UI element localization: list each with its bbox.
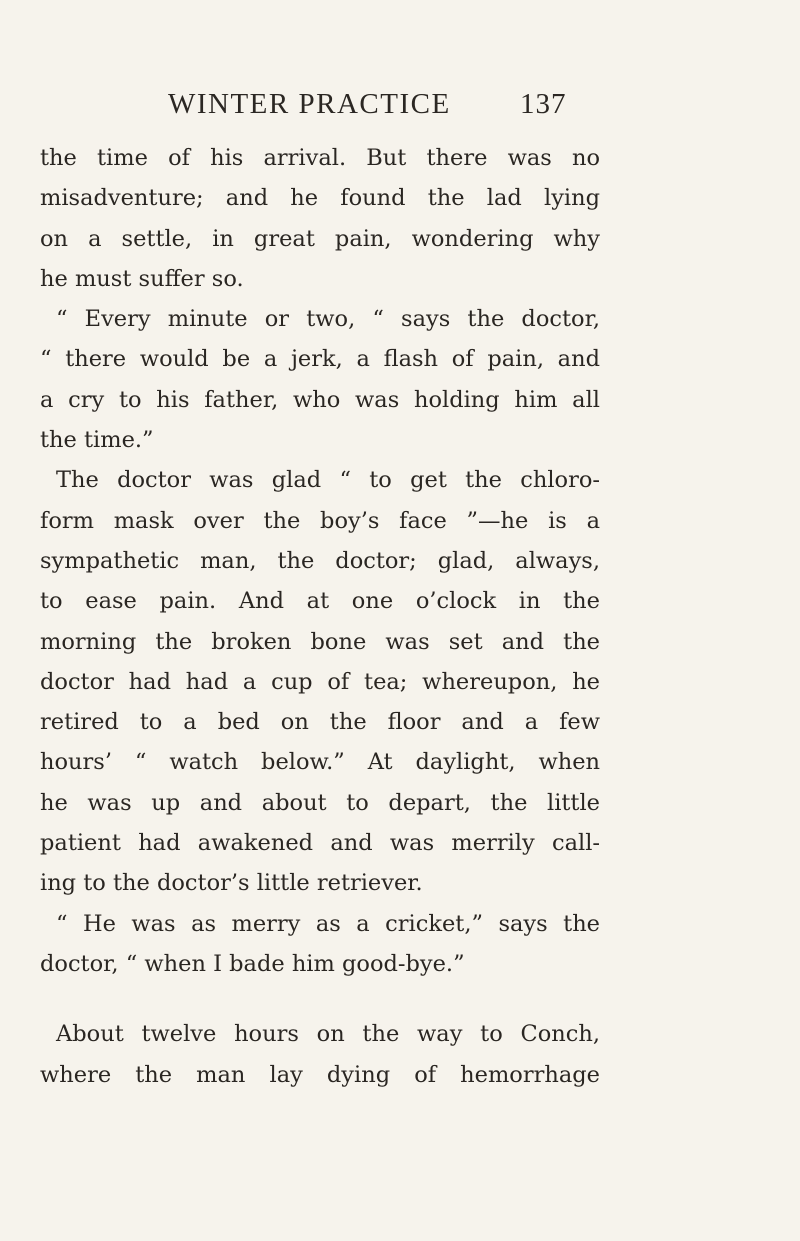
text-line: form mask over the boy’s face ”—he is a bbox=[40, 507, 600, 534]
text-line: hours’ “ watch below.” At daylight, when bbox=[40, 749, 600, 776]
text-line: “ He was as merry as a cricket,” says the bbox=[56, 910, 600, 937]
text-line: “ there would be a jerk, a flash of pain, and bbox=[40, 346, 600, 373]
section-gap bbox=[40, 984, 600, 1014]
text-line: doctor, “ when I bade him good-bye.” bbox=[40, 950, 465, 977]
text-line: ing to the doctor’s little retriever. bbox=[40, 870, 423, 897]
text-line: he was up and about to depart, the little bbox=[40, 789, 600, 816]
running-title: WINTER PRACTICE bbox=[168, 88, 451, 120]
text-line: The doctor was glad “ to get the chloro- bbox=[56, 467, 600, 494]
text-line: misadventure; and he found the lad lying bbox=[40, 185, 600, 212]
text-line: on a settle, in great pain, wondering why bbox=[40, 225, 600, 252]
body-text bbox=[40, 138, 600, 1095]
text-line: patient had awakened and was merrily call- bbox=[40, 830, 600, 857]
text-line: doctor had had a cup of tea; whereupon, he bbox=[40, 668, 600, 695]
text-line: a cry to his father, who was holding him all bbox=[40, 386, 600, 413]
text-line: “ Every minute or two, “ says the doctor, bbox=[56, 306, 600, 333]
page-number: 137 bbox=[520, 88, 567, 120]
text-line: the time of his arrival. But there was no bbox=[40, 145, 600, 171]
text-line: to ease pain. And at one o’clock in the bbox=[40, 588, 600, 615]
text-line: where the man lay dying of hemorrhage bbox=[40, 1061, 600, 1088]
running-header bbox=[0, 88, 800, 128]
text-line: the time.” bbox=[40, 427, 154, 454]
text-line: he must suffer so. bbox=[40, 265, 244, 292]
text-line: sympathetic man, the doctor; glad, always, bbox=[40, 547, 600, 574]
text-line: retired to a bed on the floor and a few bbox=[40, 709, 600, 736]
text-line: morning the broken bone was set and the bbox=[40, 628, 600, 655]
text-line: About twelve hours on the way to Conch, bbox=[56, 1021, 600, 1048]
